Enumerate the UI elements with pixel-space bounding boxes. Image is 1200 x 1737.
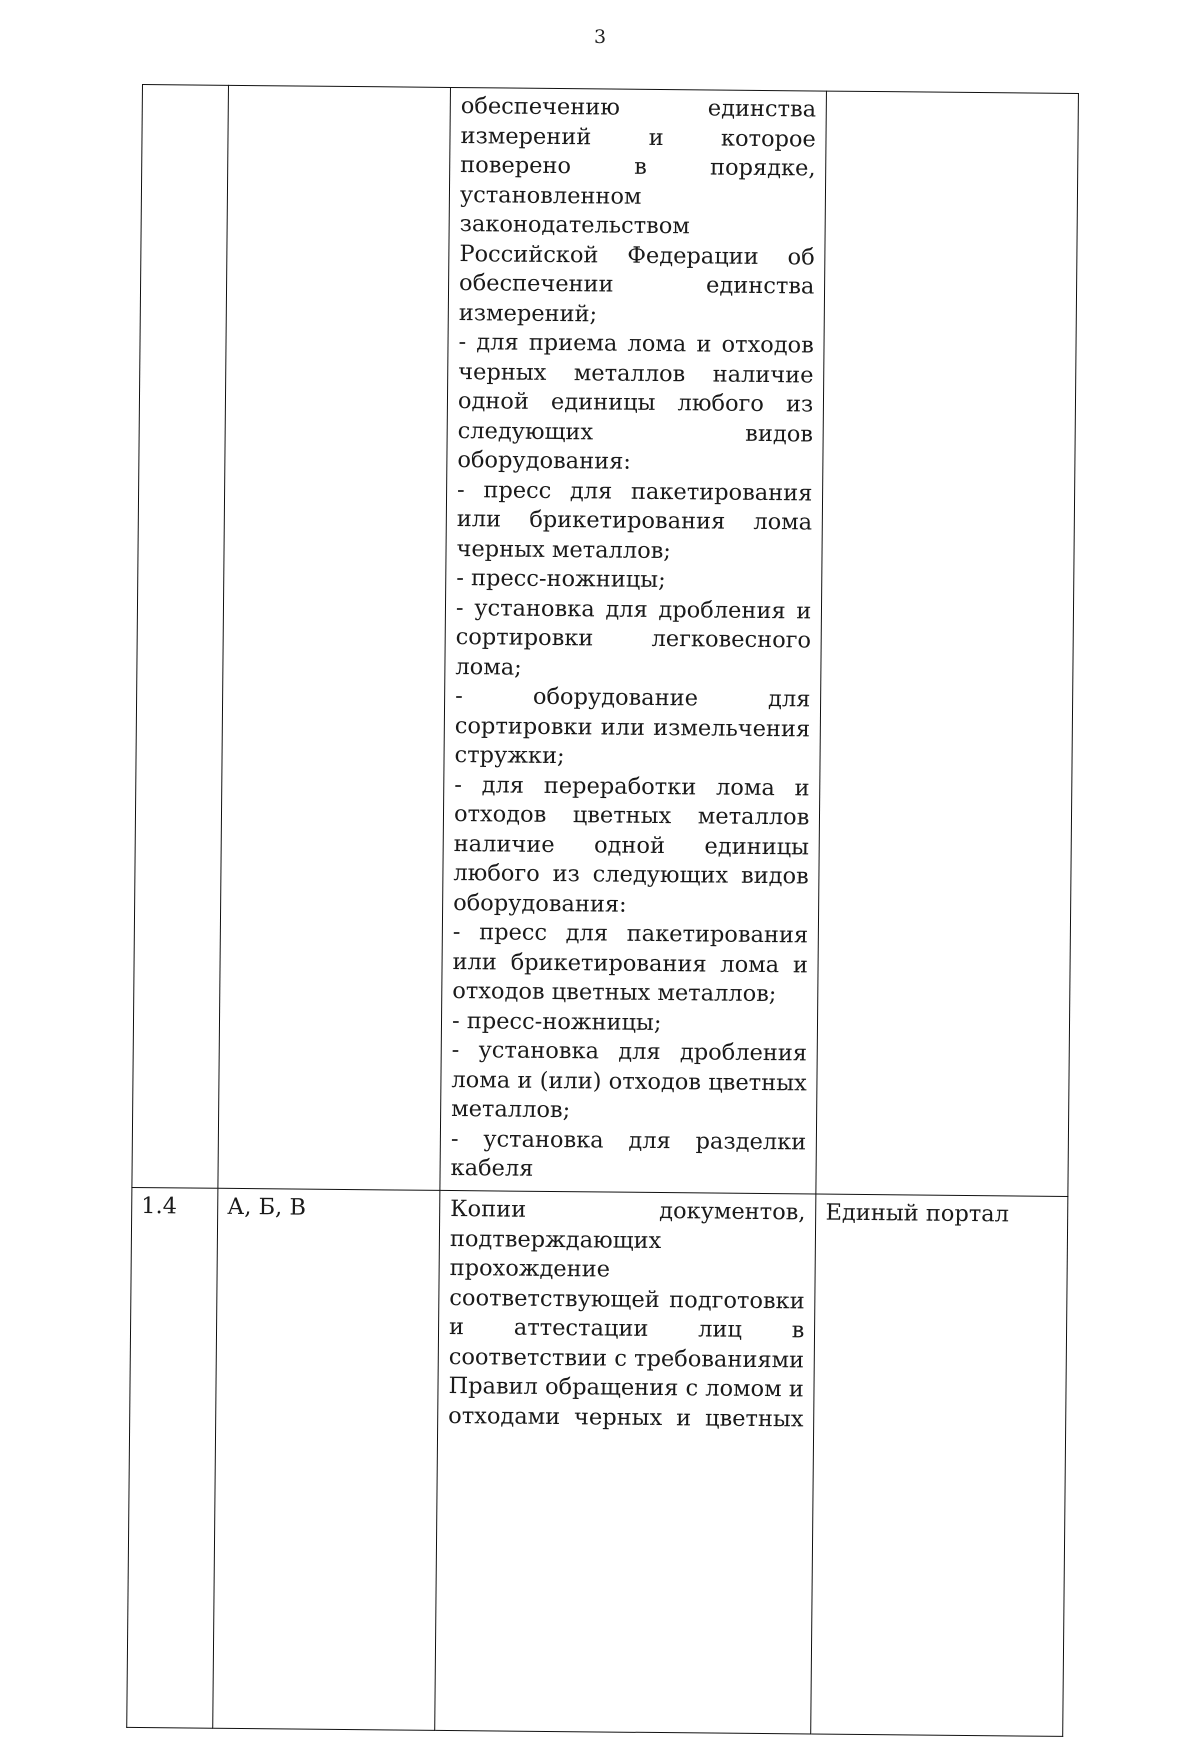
- description-line: подтверждающих: [449, 1225, 662, 1254]
- description-line: черных металлов наличие: [458, 358, 814, 388]
- description-line: металлов;: [451, 1096, 571, 1124]
- description-line: - установка для дробления и: [455, 594, 812, 624]
- description-line: - для приема лома и отходов: [458, 329, 814, 359]
- description-line: одной единицы любого из: [457, 388, 814, 418]
- description-line: поверено в порядке,: [460, 152, 816, 182]
- description-line: установленном: [459, 181, 642, 210]
- description-line: - для переработки лома и: [454, 771, 810, 801]
- description-line: отходами черных и цветных: [448, 1402, 804, 1432]
- description-line: соответствии с требованиями: [448, 1343, 805, 1373]
- description-line: и аттестации лиц в: [448, 1314, 805, 1344]
- description-cell: [435, 1190, 816, 1734]
- description-line: обеспечению единства: [460, 93, 817, 123]
- row-number-cell: 1.4: [127, 1187, 218, 1728]
- description-line: обеспечении единства: [458, 270, 815, 300]
- description-line: законодательством: [459, 211, 690, 240]
- description-cell: [440, 87, 827, 1194]
- description-line: - пресс для пакетирования: [456, 476, 813, 506]
- description-line: оборудования:: [457, 447, 632, 475]
- description-line: измерений;: [458, 299, 598, 327]
- description-line: Правил обращения с ломом и: [448, 1373, 804, 1403]
- page-number: 3: [593, 26, 607, 48]
- description-line: прохождение: [449, 1255, 611, 1283]
- description-line: - установка для дробления: [451, 1037, 808, 1067]
- description-line: - пресс-ножницы;: [456, 565, 666, 594]
- requirements-table: [126, 84, 1079, 1737]
- submission-method-cell: Единый портал: [811, 1194, 1068, 1736]
- description-line: наличие одной единицы: [453, 830, 810, 860]
- table-row: [127, 1187, 1068, 1736]
- description-line: сортировки или измельчения: [454, 712, 811, 742]
- description-line: измерений и которое: [460, 122, 816, 152]
- description-line: лома;: [455, 653, 522, 681]
- description-line: соответствующей подготовки: [449, 1284, 805, 1314]
- description-line: следующих видов: [457, 417, 814, 447]
- category-cell: А, Б, В: [213, 1188, 440, 1730]
- table-row: [132, 85, 1079, 1197]
- submission-method-cell: [816, 91, 1079, 1196]
- description-line: лома и (или) отходов цветных: [451, 1066, 807, 1096]
- description-line: Копии документов,: [450, 1196, 806, 1226]
- description-line: любого из следующих видов: [453, 860, 809, 890]
- description-line: черных металлов;: [456, 535, 672, 564]
- description-line: - установка для разделки: [450, 1125, 807, 1155]
- description-line: сортировки легковесного: [455, 624, 812, 654]
- description-line: - пресс для пакетирования: [452, 919, 809, 949]
- description-line: - пресс-ножницы;: [451, 1007, 662, 1036]
- description-line: - оборудование для: [455, 683, 811, 713]
- row-number-cell: [132, 85, 229, 1189]
- category-cell: [218, 85, 451, 1190]
- description-line: или брикетирования лома: [456, 506, 813, 536]
- description-line: оборудования:: [453, 889, 627, 918]
- description-line: отходов цветных металлов: [453, 801, 810, 831]
- description-line: стружки;: [454, 742, 565, 770]
- description-line: Российской Федерации об: [459, 240, 815, 270]
- description-line: кабеля: [450, 1155, 534, 1182]
- description-line: или брикетирования лома и: [452, 948, 809, 978]
- description-line: отходов цветных металлов;: [452, 978, 777, 1008]
